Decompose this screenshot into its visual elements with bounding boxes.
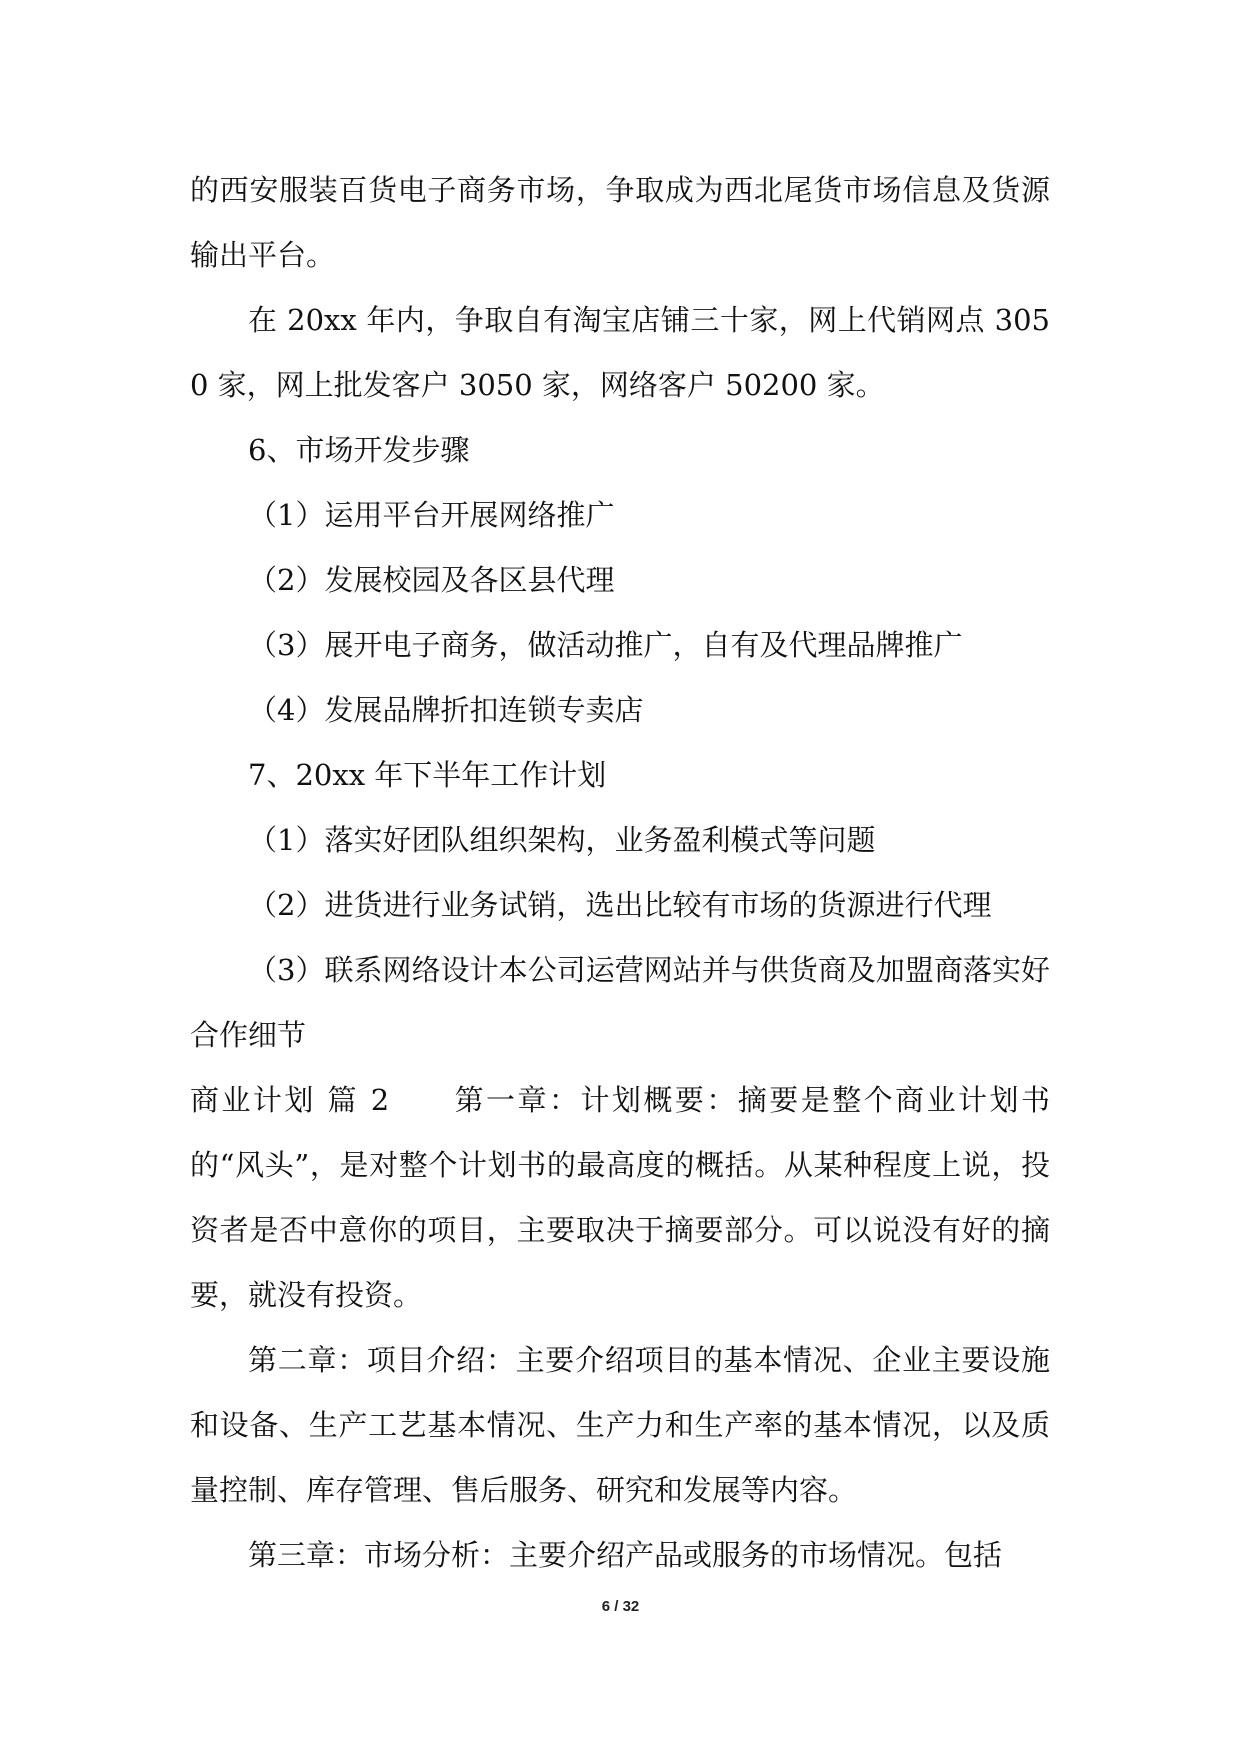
list-item: （1）落实好团队组织架构，业务盈利模式等问题 bbox=[248, 823, 876, 857]
list-item: （3）展开电子商务，做活动推广，自有及代理品牌推广 bbox=[248, 628, 963, 662]
paragraph-targets: 在 20xx 年内，争取自有淘宝店铺三十家，网上代销网点 3050 家，网上批发客户 3050 家，网络客户 50200 家。 bbox=[190, 303, 1050, 402]
section-heading-work-plan: 7、20xx 年下半年工作计划 bbox=[248, 758, 607, 792]
list-item: （2）发展校园及各区县代理 bbox=[248, 563, 615, 597]
list-item: （4）发展品牌折扣连锁专卖店 bbox=[248, 693, 644, 727]
list-item: （1）运用平台开展网络推广 bbox=[248, 498, 615, 532]
body-text bbox=[190, 158, 1050, 1588]
list-item: （2）进货进行业务试销，选出比较有市场的货源进行代理 bbox=[248, 888, 992, 922]
paragraph-chapter-1: 商业计划 篇 2 第一章：计划概要：摘要是整个商业计划书的“风头”，是对整个计划书的最高度的概括。从某种程度上说，投资者是否中意你的项目，主要取决于摘要部分。可以说没有好的摘要，就没有投资。 bbox=[190, 1083, 1050, 1312]
list-item: （3）联系网络设计本公司运营网站并与供货商及加盟商落实好合作细节 bbox=[190, 953, 1050, 1052]
section-heading-market-steps: 6、市场开发步骤 bbox=[248, 433, 470, 467]
paragraph-continuation: 的西安服装百货电子商务市场，争取成为西北尾货市场信息及货源输出平台。 bbox=[190, 173, 1050, 272]
page-number: 6 / 32 bbox=[601, 1598, 640, 1615]
paragraph-chapter-3: 第三章：市场分析：主要介绍产品或服务的市场情况。包括 bbox=[248, 1538, 1003, 1572]
paragraph-chapter-2: 第二章：项目介绍：主要介绍项目的基本情况、企业主要设施和设备、生产工艺基本情况、生产力和生产率的基本情况，以及质量控制、库存管理、售后服务、研究和发展等内容。 bbox=[190, 1343, 1050, 1507]
